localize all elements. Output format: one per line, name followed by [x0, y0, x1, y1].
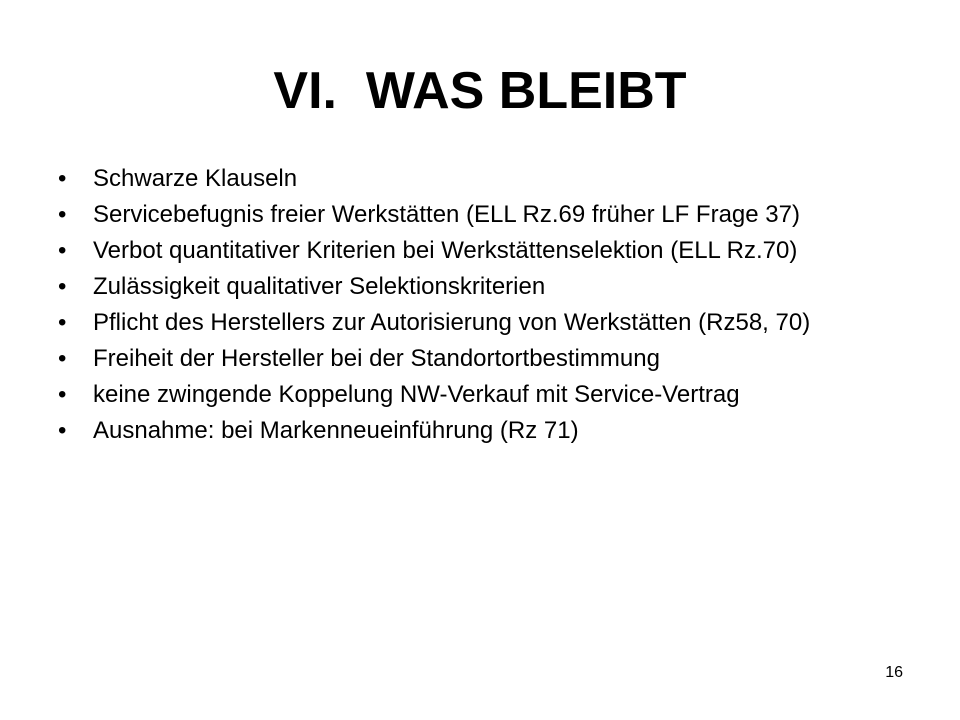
bullet-item — [58, 310, 918, 335]
bullet-item — [58, 166, 918, 191]
bullet-dot: • — [58, 309, 67, 336]
bullet-dot: • — [58, 417, 67, 444]
bullet-item — [58, 274, 918, 299]
bullet-dot: • — [58, 273, 67, 300]
bullet-item — [58, 202, 918, 227]
bullet-item — [58, 382, 918, 407]
bullet-text: Ausnahme: bei Markenneueinführung (Rz 71) — [93, 417, 579, 444]
bullet-text: keine zwingende Koppelung NW-Verkauf mit Service-Vertrag — [93, 381, 740, 408]
bullet-text: Pflicht des Herstellers zur Autorisierung von Werkstätten (Rz58, 70) — [93, 309, 811, 336]
bullet-dot: • — [58, 201, 67, 228]
slide-title: VI. WAS BLEIBT — [273, 62, 687, 120]
bullet-text: Servicebefugnis freier Werkstätten (ELL Rz.69 früher LF Frage 37) — [93, 201, 800, 228]
bullet-dot: • — [58, 345, 67, 372]
bullet-text: Zulässigkeit qualitativer Selektionskriterien — [93, 273, 546, 300]
bullet-list — [58, 166, 918, 454]
bullet-text: Freiheit der Hersteller bei der Standortortbestimmung — [93, 345, 660, 372]
bullet-dot: • — [58, 237, 67, 264]
bullet-item — [58, 238, 918, 263]
bullet-text: Schwarze Klauseln — [93, 165, 298, 192]
bullet-item — [58, 418, 918, 443]
bullet-text: Verbot quantitativer Kriterien bei Werkstättenselektion (ELL Rz.70) — [93, 237, 798, 264]
page-number: 16 — [885, 664, 903, 681]
bullet-dot: • — [58, 165, 67, 192]
bullet-dot: • — [58, 381, 67, 408]
bullet-item — [58, 346, 918, 371]
